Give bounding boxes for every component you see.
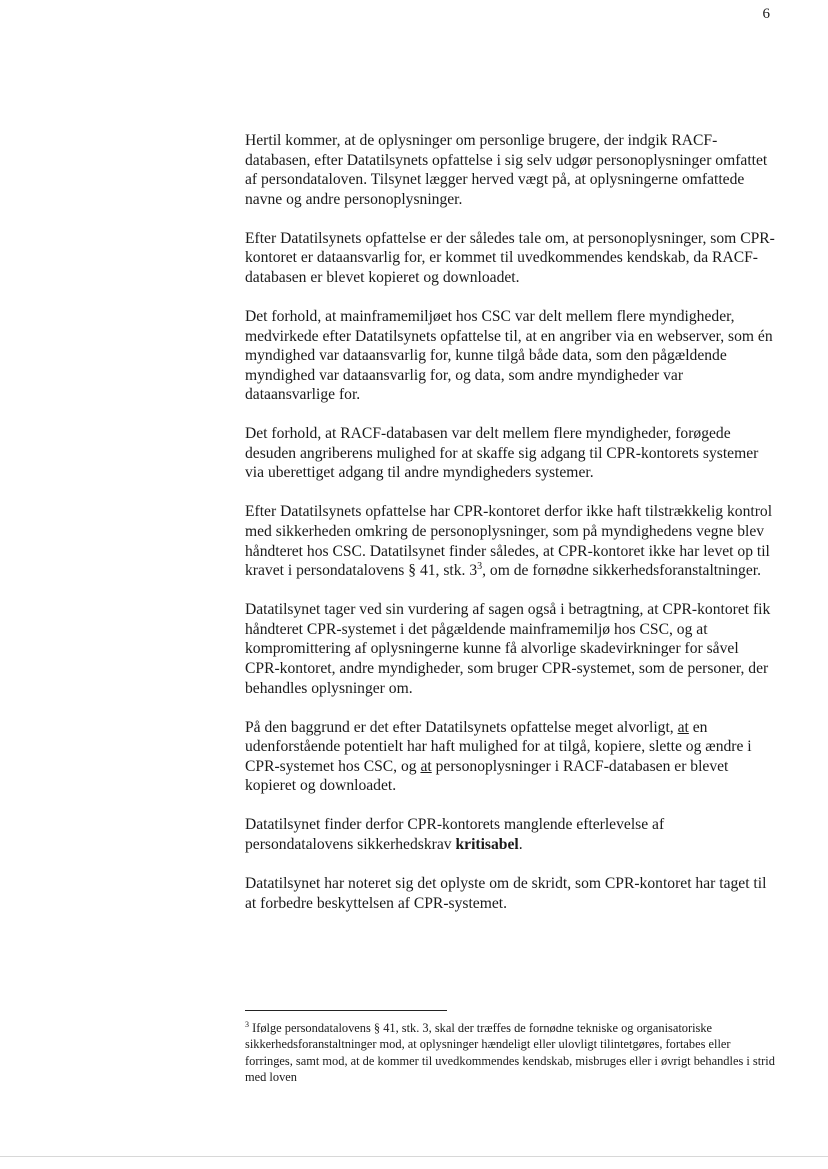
- paragraph-8-text-end: .: [518, 835, 523, 853]
- page-number: 6: [762, 6, 770, 22]
- footnote-separator: [245, 1010, 447, 1011]
- bold-verdict: kritisabel: [455, 835, 519, 853]
- footnote-text: Ifølge persondatalovens § 41, stk. 3, skal der træffes de fornødne tekniske og organisatoriske sikkerhedsforanstaltninger mod, at oplysninger hændeligt eller ulovligt tilintetgøres, fortabes eller forringes, samt mod, at de kommer til uvedkommendes kendskab, misbruges eller i øvrigt behandles i strid med loven: [245, 1021, 775, 1085]
- paragraph-4: Det forhold, at RACF-databasen var delt mellem flere myndigheder, forøgede desuden angriberens mulighed for at skaffe sig adgang til CPR-kontorets systemer via uberettiget adgang til andre myndigheders systemer.: [245, 425, 759, 482]
- paragraph-7-text-middle: en udenforstående potentielt har haft mulighed for at tilgå, kopiere, slette og ændre i CPR-systemet hos CSC, og: [245, 718, 752, 775]
- paragraph-3: Det forhold, at mainframemiljøet hos CSC var delt mellem flere myndigheder, medvirkede efter Datatilsynets opfattelse til, at en angriber via en webserver, som én myndighed var dataansvarlig for, kunne tilgå både data, som den pågældende myndighed var dataansvarlig for, og data, som andre myndigheder var dataansvarlige for.: [245, 307, 773, 404]
- paragraph-6: Datatilsynet tager ved sin vurdering af sagen også i betragtning, at CPR-kontoret fik håndteret CPR-systemet i det pågældende mainframemiljø hos CSC, og at kompromittering af oplysningerne kunne få alvorlige skadevirkninger for såvel CPR-kontoret, andre myndigheder, som bruger CPR-systemet, som de personer, der behandles oplysninger om.: [245, 601, 771, 697]
- paragraph-7-text: På den baggrund er det efter Datatilsynets opfattelse meget alvorligt,: [245, 718, 678, 736]
- paragraph-5-text: Efter Datatilsynets opfattelse har CPR-kontoret derfor ikke haft tilstrækkelig kontrol med sikkerheden omkring de personoplysninger, som på myndighedens vegne blev håndteret hos CSC. Datatilsynet finder således, at CPR-kontoret ikke har levet op til kravet i persondatalovens § 41, stk. 3: [245, 503, 773, 580]
- paragraph-5: [245, 502, 775, 580]
- footnote: [245, 1020, 780, 1086]
- paragraph-9: Datatilsynet har noteret sig det oplyste om de skridt, som CPR-kontoret har taget til at forbedre beskyttelsen af CPR-systemet.: [245, 874, 767, 912]
- paragraph-5-text-end: , om de fornødne sikkerhedsforanstaltninger.: [482, 562, 762, 580]
- page-bottom-edge: [0, 1156, 828, 1157]
- paragraph-8: [245, 815, 775, 854]
- paragraph-7: [245, 718, 775, 796]
- footnote-reference: 3: [477, 561, 483, 573]
- underlined-word: at: [420, 757, 432, 775]
- paragraph-1: Hertil kommer, at de oplysninger om personlige brugere, der indgik RACF-databasen, efter Datatilsynets opfattelse i sig selv udgør personoplysninger omfattet af persondataloven. Tilsynet lægger herved vægt på, at oplysningerne omfattede navne og andre personoplysninger.: [245, 132, 768, 208]
- paragraph-7-text-end: personoplysninger i RACF-databasen er blevet kopieret og downloadet.: [245, 757, 729, 795]
- paragraph-2: Efter Datatilsynets opfattelse er der således tale om, at personoplysninger, som CPR-kontoret er dataansvarlig for, er kommet til uvedkommendes kendskab, da RACF-databasen er blevet kopieret og downloadet.: [245, 229, 775, 286]
- underlined-word: at: [677, 718, 689, 736]
- footnote-number: 3: [245, 1019, 249, 1029]
- body-text: [245, 131, 775, 913]
- paragraph-8-text: Datatilsynet finder derfor CPR-kontorets manglende efterlevelse af persondatalovens sikkerhedskrav: [245, 816, 665, 853]
